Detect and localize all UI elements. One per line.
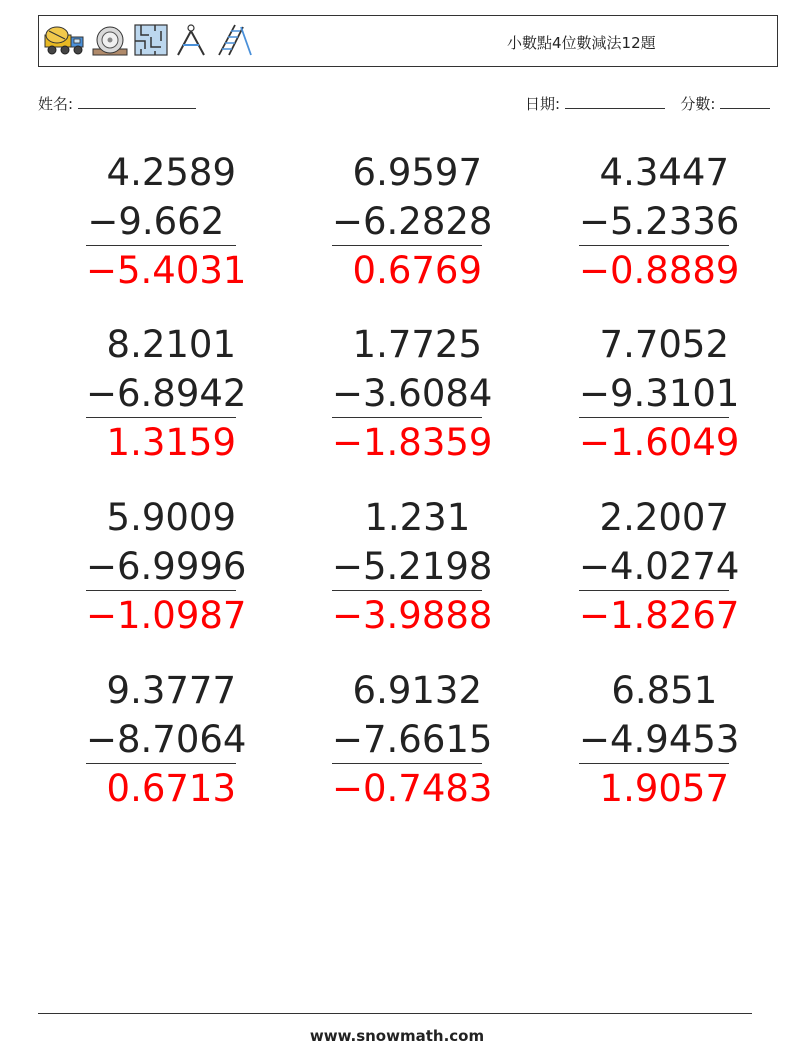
answer: −0.7483: [332, 767, 493, 810]
problem-7: [86, 493, 247, 640]
minuend: 6.9132: [352, 669, 482, 712]
minuend: 4.3447: [599, 151, 729, 194]
header-icons: [43, 23, 253, 57]
date-field: [525, 93, 770, 114]
minuend: 1.7725: [352, 323, 482, 366]
footer-site: www.snowmath.com: [309, 1027, 485, 1045]
problem-3: [579, 148, 740, 295]
subtrahend: −6.8942: [86, 369, 236, 418]
answer: 0.6713: [106, 767, 236, 810]
name-label: 姓名:: [38, 95, 74, 113]
subtrahend: −4.9453: [579, 715, 729, 764]
subtrahend: −9.662: [86, 197, 236, 246]
answer: −1.8267: [579, 594, 740, 637]
maze-icon: [133, 23, 169, 57]
subtrahend: −7.6615: [332, 715, 482, 764]
minuend: 4.2589: [106, 151, 236, 194]
subtrahend: −3.6084: [332, 369, 482, 418]
date-label: 日期:: [525, 95, 561, 113]
worksheet-header: [38, 15, 778, 67]
date-blank[interactable]: [565, 94, 665, 109]
cement-mixer-truck-icon: [43, 23, 87, 57]
subtrahend: −6.9996: [86, 542, 236, 591]
minuend: 2.2007: [599, 496, 729, 539]
minuend: 7.7052: [599, 323, 729, 366]
worksheet-title: 小數點4位數減法12題: [507, 34, 656, 52]
drawing-compass-icon: [172, 23, 210, 57]
name-field: [38, 93, 196, 114]
subtrahend: −6.2828: [332, 197, 482, 246]
problem-2: [332, 148, 493, 295]
answer: 1.9057: [599, 767, 729, 810]
minuend: 9.3777: [106, 669, 236, 712]
subtrahend: −9.3101: [579, 369, 729, 418]
subtrahend: −4.0274: [579, 542, 729, 591]
answer: −0.8889: [579, 249, 740, 292]
footer-divider: [38, 1013, 752, 1014]
subtrahend: −5.2336: [579, 197, 729, 246]
subtrahend: −8.7064: [86, 715, 236, 764]
problem-6: [579, 320, 740, 467]
answer: −1.0987: [86, 594, 247, 637]
problem-11: [332, 666, 493, 813]
answer: 0.6769: [352, 249, 482, 292]
answer: −3.9888: [332, 594, 493, 637]
problem-12: [579, 666, 740, 813]
score-label: 分數:: [680, 95, 716, 113]
problem-8: [332, 493, 493, 640]
problem-10: [86, 666, 247, 813]
minuend: 1.231: [364, 496, 482, 539]
subtrahend: −5.2198: [332, 542, 482, 591]
circular-saw-blade-icon: [90, 23, 130, 57]
problem-9: [579, 493, 740, 640]
name-blank[interactable]: [78, 94, 196, 109]
minuend: 8.2101: [106, 323, 236, 366]
minuend: 6.9597: [352, 151, 482, 194]
minuend: 6.851: [611, 669, 729, 712]
answer: −1.6049: [579, 421, 740, 464]
problem-1: [86, 148, 247, 295]
answer: −1.8359: [332, 421, 493, 464]
minuend: 5.9009: [106, 496, 236, 539]
ladder-icon: [213, 23, 253, 57]
answer: −5.4031: [86, 249, 247, 292]
problem-5: [332, 320, 493, 467]
score-blank[interactable]: [720, 94, 770, 109]
problem-4: [86, 320, 247, 467]
answer: 1.3159: [106, 421, 236, 464]
